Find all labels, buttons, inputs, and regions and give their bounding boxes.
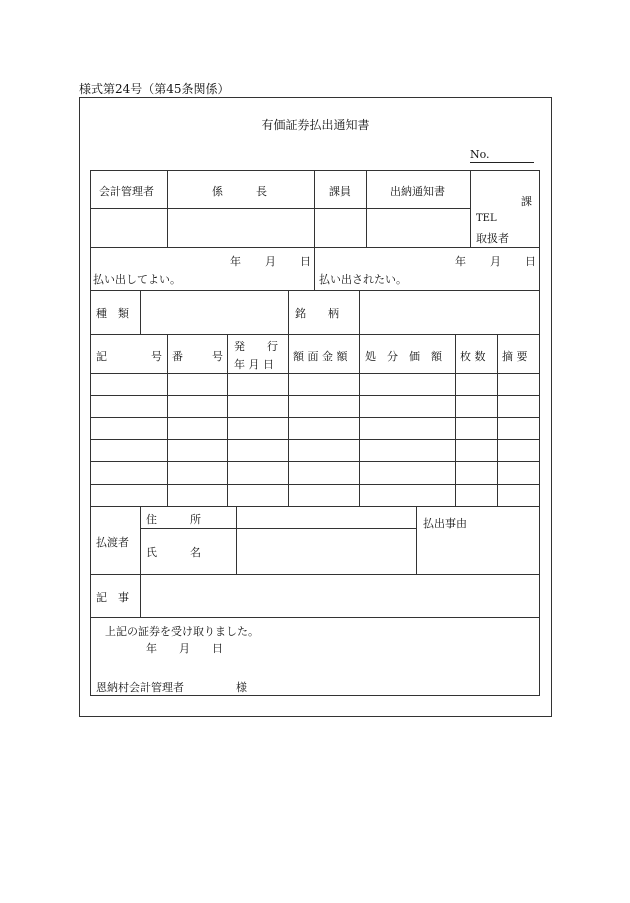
col-line bbox=[497, 334, 498, 506]
col-remarks: 摘 要 bbox=[502, 350, 528, 363]
row-line bbox=[90, 617, 540, 618]
left-day: 日 bbox=[300, 255, 311, 268]
col-line bbox=[359, 334, 360, 506]
row-line bbox=[90, 484, 540, 485]
form-title: 有価証券払出通知書 bbox=[261, 118, 370, 132]
row-line bbox=[90, 247, 540, 248]
col-go2: 号 bbox=[212, 350, 223, 363]
recipient-label: 払渡者 bbox=[96, 536, 129, 549]
receipt-statement: 上記の証券を受け取りました。 bbox=[105, 625, 259, 638]
row-line bbox=[90, 506, 540, 507]
row-line bbox=[90, 461, 540, 462]
row-line bbox=[140, 528, 416, 529]
form-number: 様式第24号（第45条関係） bbox=[79, 82, 230, 96]
row-line bbox=[90, 417, 540, 418]
col-line bbox=[470, 170, 471, 247]
col-line bbox=[140, 290, 141, 334]
address-label: 住 所 bbox=[146, 513, 201, 526]
col-issue-1: 発 行 bbox=[234, 340, 278, 353]
col-disposal-value: 処 分 価 額 bbox=[365, 350, 442, 363]
row-line bbox=[90, 439, 540, 440]
col-line bbox=[140, 574, 141, 617]
col-line bbox=[314, 170, 315, 247]
col-line bbox=[140, 506, 141, 574]
col-go: 号 bbox=[151, 350, 162, 363]
left-year: 年 bbox=[230, 255, 241, 268]
col-line bbox=[227, 334, 228, 506]
section-label: 課 bbox=[521, 195, 532, 208]
receipt-addressee: 恩納村会計管理者 bbox=[96, 681, 184, 694]
right-month: 月 bbox=[490, 255, 501, 268]
receipt-date: 年 月 日 bbox=[146, 642, 223, 655]
left-approval-text: 払い出してよい。 bbox=[93, 273, 181, 286]
col-ban: 番 bbox=[172, 350, 183, 363]
row-line bbox=[90, 290, 540, 291]
left-month: 月 bbox=[265, 255, 276, 268]
col-line bbox=[288, 290, 289, 334]
col-line bbox=[236, 506, 237, 574]
reason-label: 払出事由 bbox=[423, 517, 467, 530]
right-year: 年 bbox=[455, 255, 466, 268]
col-line bbox=[167, 334, 168, 506]
col-face-value: 額 面 金 額 bbox=[293, 350, 348, 363]
col-line bbox=[288, 334, 289, 506]
col-line bbox=[359, 290, 360, 334]
tel-label: TEL bbox=[476, 213, 497, 224]
col-ki: 記 bbox=[96, 350, 107, 363]
col-line bbox=[366, 170, 367, 247]
col-count: 枚 数 bbox=[460, 350, 486, 363]
row-line bbox=[90, 334, 540, 335]
number-field: No. bbox=[470, 148, 534, 163]
chief-label: 係 長 bbox=[212, 185, 267, 198]
memo-label: 記 事 bbox=[96, 591, 129, 604]
row-line bbox=[90, 208, 470, 209]
right-day: 日 bbox=[525, 255, 536, 268]
col-line bbox=[455, 334, 456, 506]
right-request-text: 払い出されたい。 bbox=[319, 273, 407, 286]
row-line bbox=[90, 373, 540, 374]
row-line bbox=[90, 395, 540, 396]
accountant-label: 会計管理者 bbox=[99, 185, 154, 198]
receipt-sama: 様 bbox=[236, 681, 247, 694]
col-line bbox=[314, 247, 315, 290]
row-line bbox=[90, 574, 540, 575]
handler-label: 取扱者 bbox=[476, 232, 509, 245]
name-label: 氏 名 bbox=[146, 546, 201, 559]
staff-label: 課員 bbox=[329, 185, 351, 198]
col-issue-2: 年 月 日 bbox=[234, 358, 274, 371]
kind-label: 種 類 bbox=[96, 307, 129, 320]
brand-label: 銘 柄 bbox=[295, 307, 339, 320]
col-line bbox=[416, 506, 417, 574]
notice-label: 出納通知書 bbox=[390, 185, 445, 198]
col-line bbox=[167, 170, 168, 247]
